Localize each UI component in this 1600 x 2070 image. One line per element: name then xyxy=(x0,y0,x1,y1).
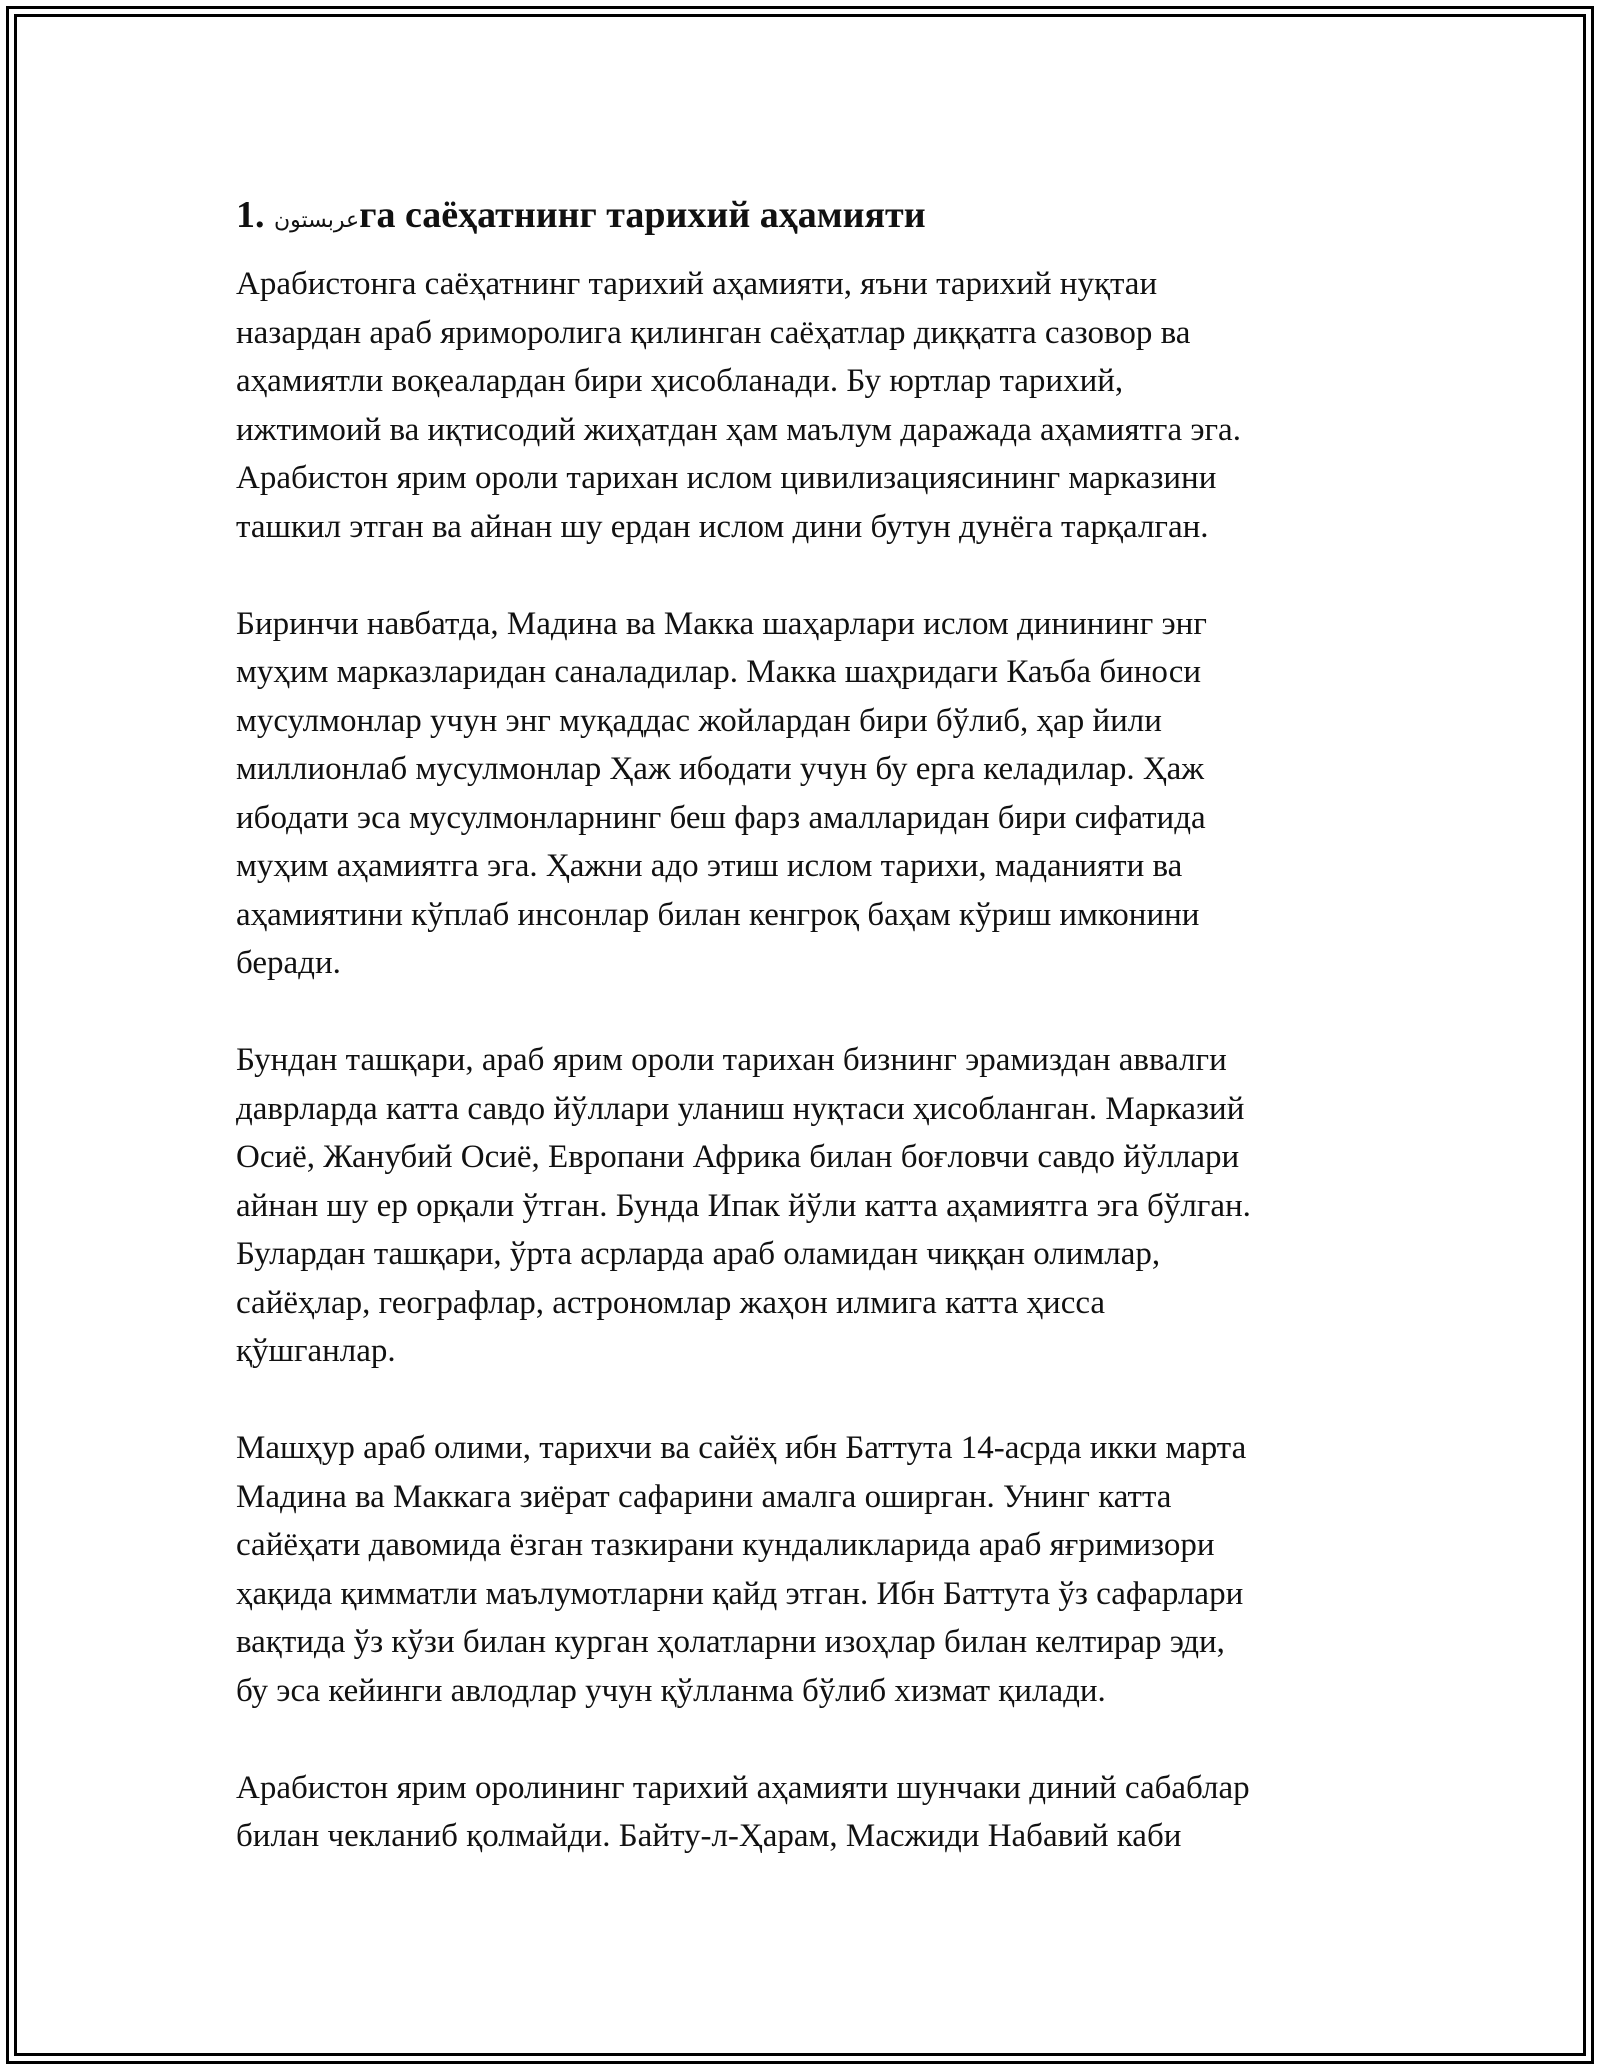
text-line: аҳамиятини кўплаб инсонлар билан кенгроқ баҳам кўриш имконини xyxy=(236,896,1200,933)
text-line: Булардан ташқари, ўрта асрларда араб оламидан чиққан олимлар, xyxy=(236,1236,1161,1272)
text-line: Арабистон ярим оролининг тарихий аҳамияти шунчаки диний сабаблар xyxy=(236,1769,1250,1806)
paragraph-5 xyxy=(236,1764,1371,1861)
text-line: сайёҳлар, географлар, астрономлар жаҳон илмига катта ҳисса xyxy=(236,1284,1106,1321)
text-line: назардан араб яриморолига қилинган саёҳатлар диққатга сазовор ва xyxy=(236,314,1191,351)
text-line: Бундан ташқари, араб ярим ороли тарихан бизнинг эрамиздан аввалги xyxy=(236,1042,1227,1078)
text-line: қўшганлар. xyxy=(236,1333,396,1369)
text-line: Арабистон ярим ороли тарихан ислом цивилизациясининг марказини xyxy=(236,460,1217,496)
text-line: муҳим марказларидан саналадилар. Макка шаҳридаги Каъба биноси xyxy=(236,654,1202,690)
text-line: билан чекланиб қолмайди. Байту-л-Ҳарам, Масжиди Набавий каби xyxy=(236,1818,1182,1854)
paragraph-3 xyxy=(236,1036,1371,1376)
text-line: сайёҳати давомида ёзган тазкирани кундаликларида араб яғримизори xyxy=(236,1527,1215,1563)
text-line: вақтида ўз кўзи билан курган ҳолатларни изоҳлар билан келтирар эди, xyxy=(236,1624,1225,1660)
text-line: Арабистонга саёҳатнинг тарихий аҳамияти, яъни тарихий нуқтаи xyxy=(236,266,1158,302)
text-line: миллионлаб мусулмонлар Ҳаж ибодати учун бу ерга келадилар. Ҳаж xyxy=(236,751,1205,787)
text-line: муҳим аҳамиятга эга. Ҳажни адо этиш ислом тарихи, маданияти ва xyxy=(236,848,1183,884)
text-line: айнан шу ер орқали ўтган. Бунда Ипак йўли катта аҳамиятга эга бўлган. xyxy=(236,1187,1251,1224)
text-line: ижтимоий ва иқтисодий жиҳатдан ҳам маълум даражада аҳамиятга эга. xyxy=(236,411,1241,448)
text-line: беради. xyxy=(236,945,341,981)
text-line: даврларда катта савдо йўллари уланиш нуқтаси ҳисобланган. Марказий xyxy=(236,1090,1245,1127)
text-line: ибодати эса мусулмонларнинг беш фарз амалларидан бири сифатида xyxy=(236,799,1206,836)
text-line: Биринчи навбатда, Мадина ва Макка шаҳарлари ислом динининг энг xyxy=(236,605,1207,642)
section-heading xyxy=(236,188,1371,248)
text-line: Осиё, Жанубий Осиё, Европани Африка билан боғловчи савдо йўллари xyxy=(236,1139,1240,1175)
text-line: Мадина ва Маккага зиёрат сафарини амалга оширган. Унинг катта xyxy=(236,1478,1172,1515)
paragraph-1 xyxy=(236,260,1371,551)
text-line: аҳамиятли воқеалардан бири ҳисобланади. Бу юртлар тарихий, xyxy=(236,363,1124,399)
text-line: Машҳур араб олими, тарихчи ва сайёҳ ибн Баттута 14-асрда икки марта xyxy=(236,1430,1247,1466)
paragraph-4 xyxy=(236,1424,1371,1715)
paragraph-2 xyxy=(236,600,1371,988)
heading-number: 1. xyxy=(236,194,274,236)
heading-arabic-word: عربستون xyxy=(274,208,360,233)
text-line: бу эса кейинги авлодлар учун қўлланма бўлиб хизмат қилади. xyxy=(236,1672,1106,1709)
heading-title: га саёҳатнинг тарихий аҳамияти xyxy=(359,194,926,236)
text-line: ташкил этган ва айнан шу ердан ислом дини бутун дунёга тарқалган. xyxy=(236,508,1209,545)
document-body xyxy=(236,188,1371,1909)
text-line: мусулмонлар учун энг муқаддас жойлардан бири бўлиб, ҳар йили xyxy=(236,702,1162,739)
text-line: ҳақида қимматли маълумотларни қайд этган. Ибн Баттута ўз сафарлари xyxy=(236,1575,1244,1612)
